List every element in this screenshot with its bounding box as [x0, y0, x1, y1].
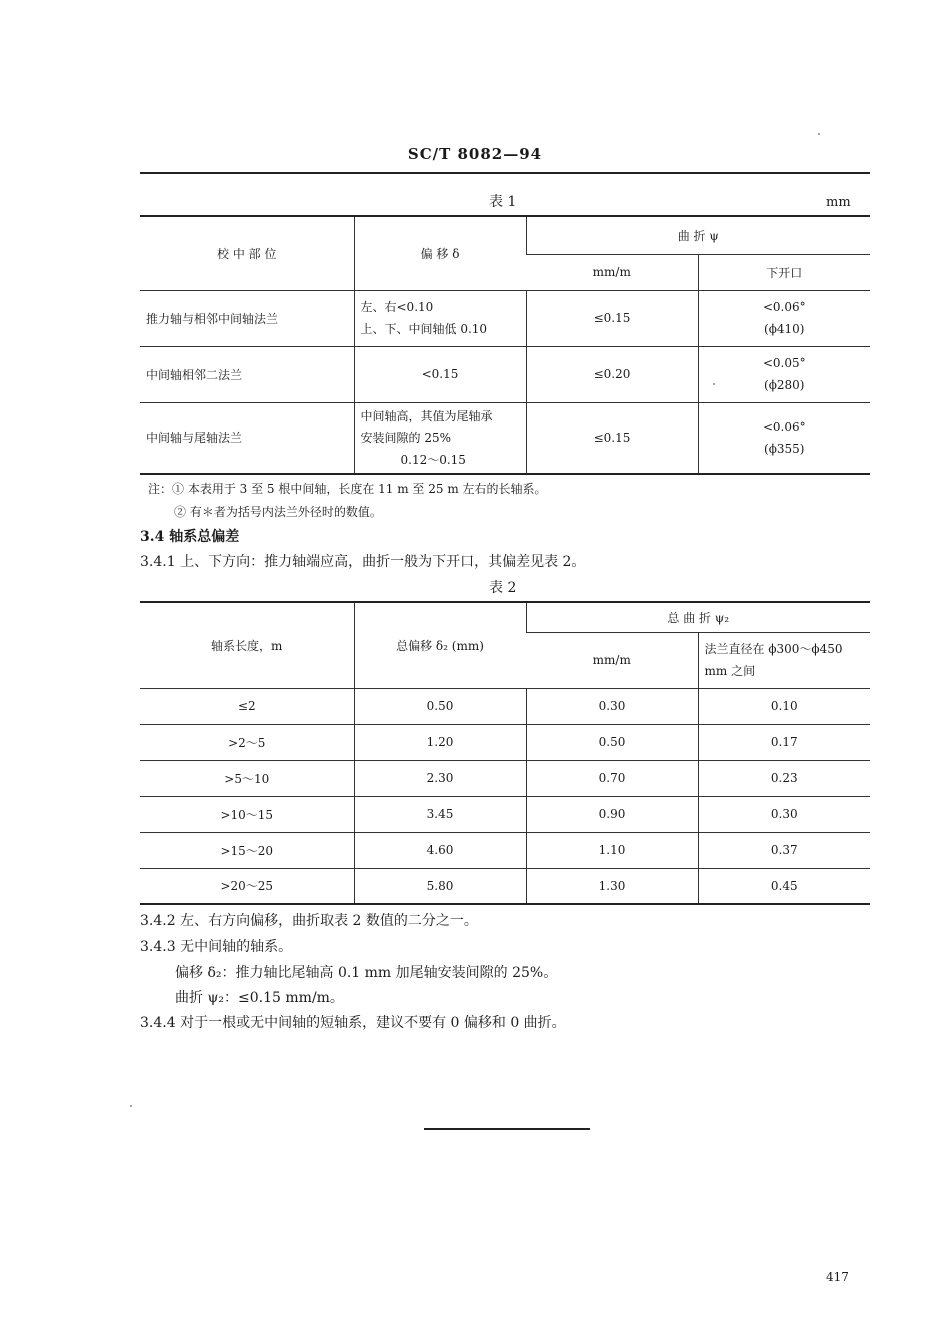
t2-cell-mm-per-m: 0.50 — [526, 724, 698, 760]
t1-cell-position: 中间轴与尾轴法兰 — [140, 402, 354, 474]
t1-cell-offset: 中间轴高，其值为尾轴承 安装间隙的 25% 0.12～0.15 — [354, 402, 526, 474]
table-row — [140, 346, 870, 402]
t2-header-flange: 法兰直径在 ϕ300～ϕ450 mm 之间 — [698, 632, 870, 688]
scan-speck — [713, 383, 715, 385]
t2-cell-length: >2～5 — [140, 724, 354, 760]
t2-cell-offset: 1.20 — [354, 724, 526, 760]
t1-cell-position: 中间轴相邻二法兰 — [140, 346, 354, 402]
t2-header-total-offset: 总偏移 δ₂ (mm) — [354, 602, 526, 688]
t2-header-total-bend: 总 曲 折 ψ₂ — [526, 602, 870, 632]
t1-header-position: 校 中 部 位 — [140, 216, 354, 290]
t1-header-bend: 曲 折 ψ — [526, 216, 870, 254]
t1-cell-lower-open: <0.05° (ϕ280) — [698, 346, 870, 402]
t2-cell-offset: 2.30 — [354, 760, 526, 796]
section-3-4-3: 3.4.3 无中间轴的轴系。 — [140, 939, 293, 955]
t2-cell-mm-per-m: 0.70 — [526, 760, 698, 796]
t2-cell-mm-per-m: 1.30 — [526, 868, 698, 904]
t2-cell-offset: 3.45 — [354, 796, 526, 832]
standard-number-header: SC/T 8082—94 — [407, 145, 543, 163]
t2-cell-mm-per-m: 0.30 — [526, 688, 698, 724]
t1-header-offset: 偏 移 δ — [354, 216, 526, 290]
scan-speck — [130, 1105, 132, 1107]
t2-cell-length: >15～20 — [140, 832, 354, 868]
table-row — [140, 832, 870, 868]
page-number: 417 — [826, 1270, 849, 1284]
t1-cell-mm-per-m: ≤0.15 — [526, 290, 698, 346]
t2-cell-flange: 0.30 — [698, 796, 870, 832]
t1-cell-offset: <0.15 — [354, 346, 526, 402]
scan-speck — [818, 133, 820, 135]
t1-cell-lower-open: <0.06° (ϕ355) — [698, 402, 870, 474]
t1-cell-mm-per-m: ≤0.20 — [526, 346, 698, 402]
section-3-4-3-offset: 偏移 δ₂：推力轴比尾轴高 0.1 mm 加尾轴安装间隙的 25%。 — [175, 965, 558, 981]
t2-cell-flange: 0.17 — [698, 724, 870, 760]
t2-cell-mm-per-m: 0.90 — [526, 796, 698, 832]
t2-cell-length: >5～10 — [140, 760, 354, 796]
end-of-text-rule — [424, 1128, 590, 1130]
t1-header-mm-per-m: mm/m — [526, 254, 698, 290]
t1-cell-position: 推力轴与相邻中间轴法兰 — [140, 290, 354, 346]
t2-cell-flange: 0.10 — [698, 688, 870, 724]
table1-note-1: 注：① 本表用于 3 至 5 根中间轴，长度在 11 m 至 25 m 左右的长轴系。 — [148, 482, 547, 496]
t2-cell-flange: 0.45 — [698, 868, 870, 904]
section-3-4-title: 3.4 轴系总偏差 — [140, 529, 240, 545]
table2-caption: 表 2 — [489, 580, 517, 596]
section-3-4-2: 3.4.2 左、右方向偏移，曲折取表 2 数值的二分之一。 — [140, 913, 478, 929]
table-row — [140, 402, 870, 474]
table-row — [140, 796, 870, 832]
t2-cell-flange: 0.23 — [698, 760, 870, 796]
t2-cell-offset: 0.50 — [354, 688, 526, 724]
t2-header-mm-per-m: mm/m — [526, 632, 698, 688]
t2-cell-flange: 0.37 — [698, 832, 870, 868]
table1-caption: 表 1 — [489, 194, 517, 210]
t2-cell-length: >20～25 — [140, 868, 354, 904]
table-row — [140, 868, 870, 904]
table1-note-2: ② 有＊者为括号内法兰外径时的数值。 — [174, 505, 382, 519]
table-row — [140, 290, 870, 346]
t2-cell-length: >10～15 — [140, 796, 354, 832]
section-3-4-3-bend: 曲折 ψ₂：≤0.15 mm/m。 — [175, 990, 344, 1006]
t2-cell-mm-per-m: 1.10 — [526, 832, 698, 868]
t1-cell-offset: 左、右<0.10 上、下、中间轴低 0.10 — [354, 290, 526, 346]
table1-unit: mm — [826, 195, 851, 210]
table-2 — [140, 601, 870, 905]
section-3-4-4: 3.4.4 对于一根或无中间轴的短轴系，建议不要有 0 偏移和 0 曲折。 — [140, 1015, 566, 1031]
t1-header-lower-open: 下开口 — [698, 254, 870, 290]
t1-cell-lower-open: <0.06° (ϕ410) — [698, 290, 870, 346]
table-1 — [140, 215, 870, 475]
table-row — [140, 688, 870, 724]
header-rule — [140, 172, 870, 174]
t2-cell-offset: 5.80 — [354, 868, 526, 904]
t2-cell-length: ≤2 — [140, 688, 354, 724]
table-row — [140, 724, 870, 760]
section-3-4-1: 3.4.1 上、下方向：推力轴端应高，曲折一般为下开口，其偏差见表 2。 — [140, 554, 586, 570]
t1-cell-mm-per-m: ≤0.15 — [526, 402, 698, 474]
t2-cell-offset: 4.60 — [354, 832, 526, 868]
t2-header-length: 轴系长度，m — [140, 602, 354, 688]
table-row — [140, 760, 870, 796]
